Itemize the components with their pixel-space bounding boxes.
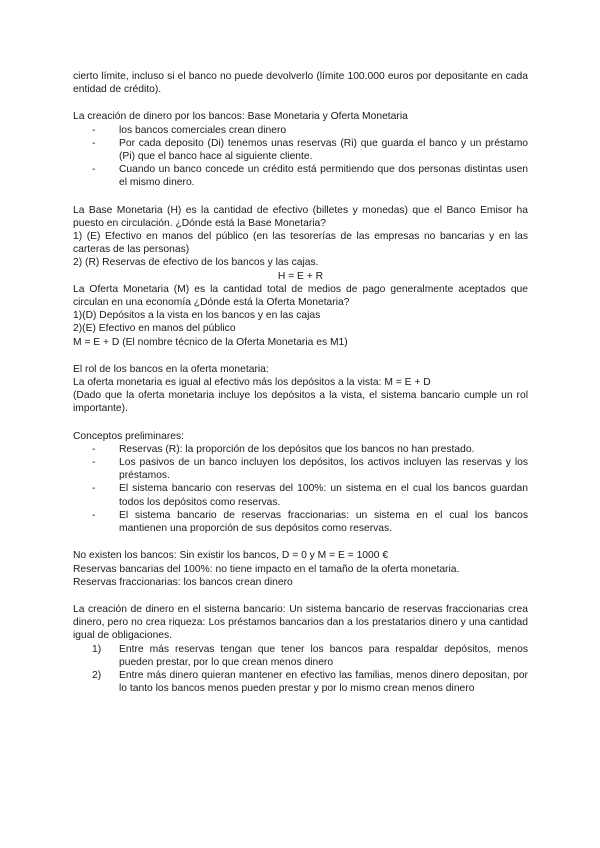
base-line-2: 2) (R) Reservas de efectivo de los bancos y las cajas. [73,257,319,269]
item-number: 2) [92,669,102,681]
item-number: 1) [92,643,102,655]
rol-line-1: La oferta monetaria es igual al efectivo más los depósitos a la vista: M = E + D [73,377,431,389]
list-conceptos [73,443,528,535]
list-item: - Reservas (R): la proporción de los depósitos que los bancos no han prestado. [73,443,528,456]
document-page [73,70,528,695]
paragraph-sistema: La creación de dinero en el sistema bancario: Un sistema bancario de reservas fraccionarias crea dinero, pero no crea riqueza: Los préstamos bancarios dan a los prestatarios dinero y una cantidad igual de obligaciones. [73,603,528,642]
list-item: - los bancos comerciales crean dinero [73,124,528,137]
paragraph-limite: cierto límite, incluso si el banco no puede devolverlo (límite 100.000 euros por depositante en cada entidad de crédito). [73,71,528,96]
paragraph-base-monetaria: La Base Monetaria (H) es la cantidad de efectivo (billetes y monedas) que el Banco Emisor ha puesto en circulación. ¿Dónde está la Base Monetaria? [73,204,528,229]
formula-base: H = E + R [277,270,324,282]
list-sistema [73,643,528,696]
item-text: Entre más reservas tengan que tener los bancos para respaldar depósitos, menos pueden prestar, por lo que crean menos dinero [119,643,528,668]
casos-line-1: No existen los bancos: Sin existir los bancos, D = 0 y M = E = 1000 € [73,550,389,562]
heading-conceptos: Conceptos preliminares: [73,430,185,442]
list-item [73,669,528,695]
rol-line-2: (Dado que la oferta monetaria incluye los depósitos a la vista, el sistema bancario cumple un rol importante). [73,390,528,415]
oferta-line-2: 2)(E) Efectivo en manos del público [73,323,236,335]
casos-line-3: Reservas fraccionarias: los bancos crean dinero [73,576,293,588]
paragraph-oferta-monetaria: La Oferta Monetaria (M) es la cantidad total de medios de pago generalmente aceptados que circulan en una economía ¿Dónde está la Oferta Monetaria? [73,283,528,309]
item-text: Entre más dinero quieran mantener en efectivo las familias, menos dinero depositan, por lo tanto los bancos menos pueden prestar y por lo mismo crean menos dinero [119,669,528,695]
list-item: - Los pasivos de un banco incluyen los depósitos, los activos incluyen las reservas y los préstamos. [73,456,528,482]
list-item: - Por cada deposito (Di) tenemos unas reservas (Ri) que guarda el banco y un préstamo (Pi) que el banco hace al siguiente cliente. [73,137,528,163]
list-creacion [73,124,528,190]
casos-line-2: Reservas bancarias del 100%: no tiene impacto en el tamaño de la oferta monetaria. [73,563,460,575]
list-item [73,643,528,669]
base-line-1: 1) (E) Efectivo en manos del público (en las tesorerías de las empresas no bancarias y en las carteras de las personas) [73,231,528,256]
heading-creacion: La creación de dinero por los bancos: Base Monetaria y Oferta Monetaria [73,111,408,123]
oferta-line-1: 1)(D) Depósitos a la vista en los bancos y en las cajas [73,310,321,322]
list-item: - El sistema bancario con reservas del 100%: un sistema en el cual los bancos guardan todos los depósitos como reservas. [73,482,528,508]
heading-rol: El rol de los bancos en la oferta monetaria: [73,363,269,375]
list-item: - Cuando un banco concede un crédito está permitiendo que dos personas distintas usen el mismo dinero. [73,163,528,189]
oferta-line-3: M = E + D (El nombre técnico de la Oferta Monetaria es M1) [73,336,348,348]
list-item: - El sistema bancario de reservas fraccionarias: un sistema en el cual los bancos mantienen una proporción de sus depósitos como reservas. [73,509,528,535]
